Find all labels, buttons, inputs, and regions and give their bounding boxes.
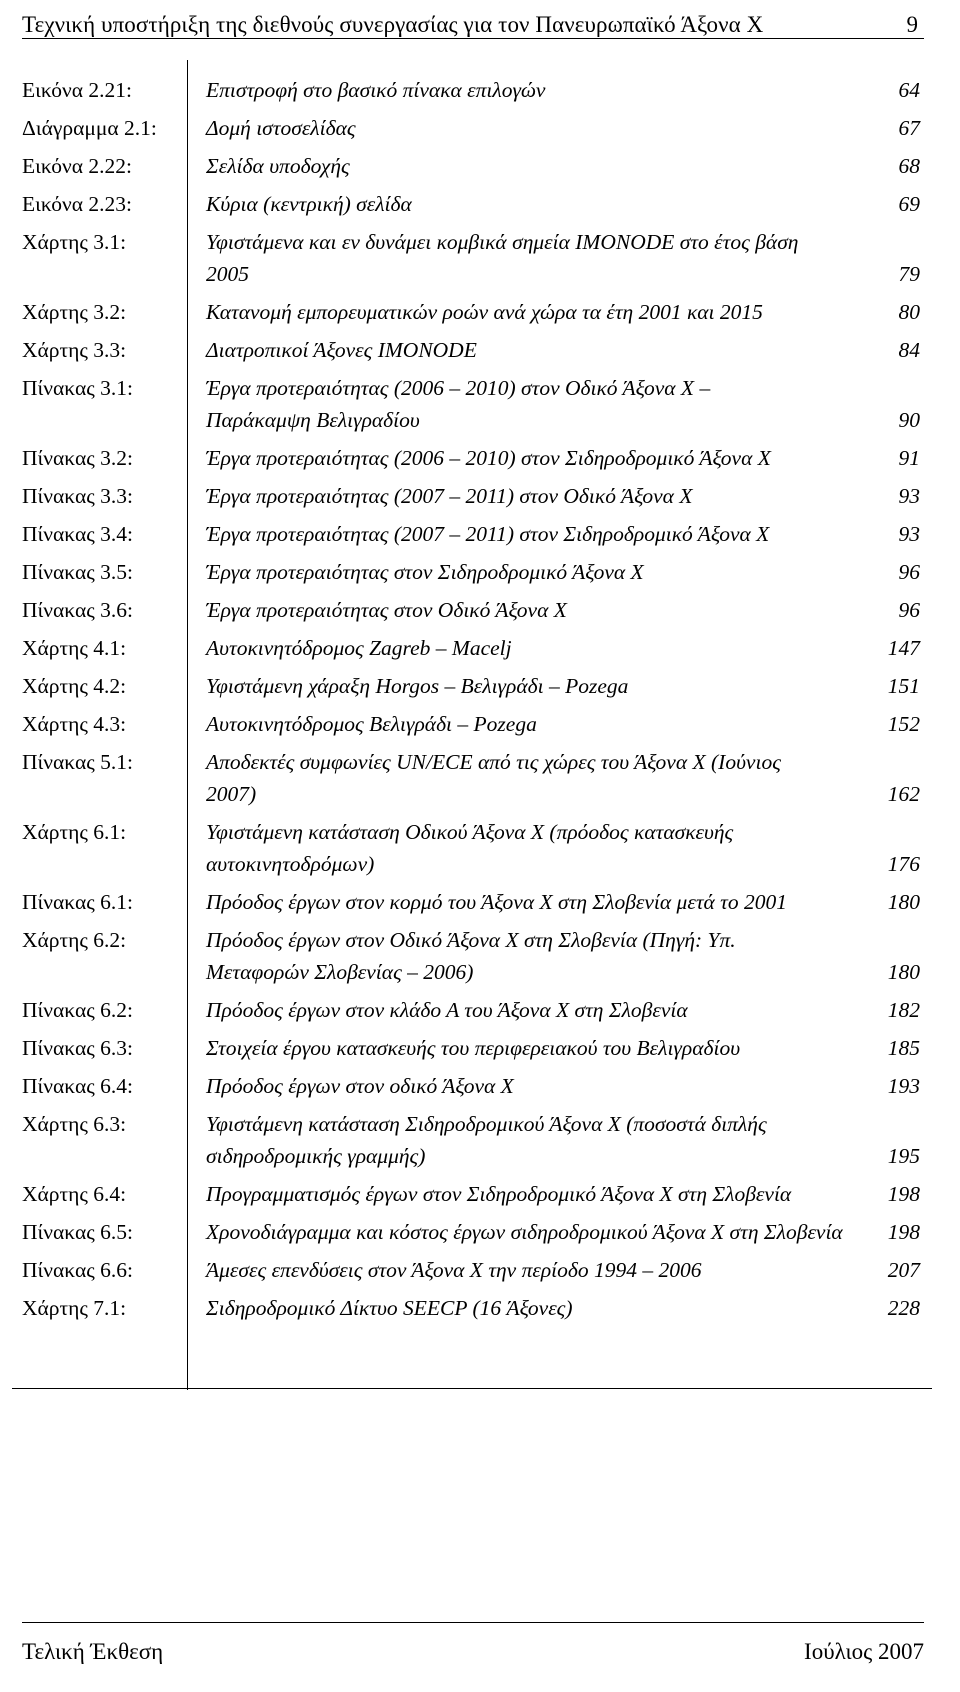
entry-description-line: 2005 [206, 262, 249, 286]
entry-page-number: 80 [898, 300, 920, 324]
entry-page-number: 93 [898, 522, 920, 546]
entry-page-number: 180 [887, 890, 920, 914]
entry-label: Πίνακας 6.2: [22, 998, 133, 1022]
entry-description [202, 924, 856, 988]
entry-description [202, 816, 856, 880]
entry-page-number: 90 [898, 408, 920, 432]
entry-description-line: Κύρια (κεντρική) σελίδα [206, 192, 412, 216]
list-item[interactable] [22, 886, 922, 918]
entry-page-number: 162 [887, 782, 920, 806]
page-footer [22, 1622, 924, 1665]
list-item[interactable] [22, 708, 922, 740]
list-item[interactable] [22, 518, 922, 550]
list-item[interactable] [22, 1254, 922, 1286]
entry-description [202, 226, 856, 290]
entry-label: Χάρτης 7.1: [22, 1296, 127, 1320]
entry-description-line: Χρονοδιάγραμμα και κόστος έργων σιδηροδρομικού Άξονα Χ στη Σλοβενία [206, 1220, 843, 1244]
entry-label: Πίνακας 6.4: [22, 1074, 133, 1098]
entry-description [202, 112, 856, 144]
entry-description-line: Αυτοκινητόδρομος Zagreb – Macelj [206, 636, 512, 660]
entry-page-number: 151 [887, 674, 920, 698]
entry-page-number: 180 [887, 960, 920, 984]
entry-description-line: Σελίδα υποδοχής [206, 154, 350, 178]
entry-description-line: 2007) [206, 782, 257, 806]
list-item[interactable] [22, 1178, 922, 1210]
entry-description [202, 150, 856, 182]
entry-description [202, 442, 856, 474]
entry-label: Χάρτης 3.3: [22, 338, 127, 362]
entry-description [202, 1108, 856, 1172]
entry-description-line: Έργα προτεραιότητας στον Σιδηροδρομικό Άξονα Χ [206, 560, 644, 584]
entry-label: Εικόνα 2.22: [22, 154, 132, 178]
entry-description-line: Μεταφορών Σλοβενίας – 2006) [206, 960, 474, 984]
entry-label: Πίνακας 5.1: [22, 750, 133, 774]
entry-label: Εικόνα 2.21: [22, 78, 132, 102]
entry-description [202, 886, 856, 918]
entry-page-number: 207 [887, 1258, 920, 1282]
entry-page-number: 152 [887, 712, 920, 736]
entry-page-number: 198 [887, 1220, 920, 1244]
entry-description-line: Υφιστάμενη χάραξη Horgos – Βελιγράδι – Pozega [206, 674, 629, 698]
list-item[interactable] [22, 632, 922, 664]
page-header [22, 4, 924, 39]
entry-label: Χάρτης 3.1: [22, 230, 127, 254]
list-item[interactable] [22, 746, 922, 810]
entry-page-number: 96 [898, 598, 920, 622]
entry-description [202, 1254, 856, 1286]
entry-description-line: Υφιστάμενη κατάσταση Οδικού Άξονα Χ (πρόοδος κατασκευής [206, 820, 734, 844]
entry-description [202, 188, 856, 220]
list-item[interactable] [22, 670, 922, 702]
list-item[interactable] [22, 1216, 922, 1248]
list-item[interactable] [22, 1292, 922, 1324]
entry-page-number: 93 [898, 484, 920, 508]
entry-page-number: 195 [887, 1144, 920, 1168]
entry-page-number: 79 [898, 262, 920, 286]
entry-description-line: Υφιστάμενη κατάσταση Σιδηροδρομικού Άξονα Χ (ποσοστά διπλής [206, 1112, 767, 1136]
list-item[interactable] [22, 188, 922, 220]
entry-label: Πίνακας 3.2: [22, 446, 133, 470]
entry-page-number: 228 [887, 1296, 920, 1320]
entry-description [202, 334, 856, 366]
list-item[interactable] [22, 1070, 922, 1102]
entry-label: Εικόνα 2.23: [22, 192, 132, 216]
entry-description-line: Σιδηροδρομικό Δίκτυο SEECP (16 Άξονες) [206, 1296, 573, 1320]
list-item[interactable] [22, 74, 922, 106]
entry-page-number: 67 [898, 116, 920, 140]
entry-label: Χάρτης 3.2: [22, 300, 127, 324]
entry-page-number: 96 [898, 560, 920, 584]
header-title: Τεχνική υποστήριξη της διεθνούς συνεργασίας για τον Πανευρωπαϊκό Άξονα Χ [22, 12, 764, 37]
entry-label: Πίνακας 6.6: [22, 1258, 133, 1282]
entry-description-line: Στοιχεία έργου κατασκευής του περιφερειακού του Βελιγραδίου [206, 1036, 741, 1060]
entry-description-line: Δομή ιστοσελίδας [206, 116, 356, 140]
entry-page-number: 182 [887, 998, 920, 1022]
entry-page-number: 198 [887, 1182, 920, 1206]
list-item[interactable] [22, 1108, 922, 1172]
entry-label: Πίνακας 6.1: [22, 890, 133, 914]
entry-description [202, 1216, 856, 1248]
entry-description-line: Επιστροφή στο βασικό πίνακα επιλογών [206, 78, 546, 102]
entry-page-number: 69 [898, 192, 920, 216]
entry-label: Χάρτης 4.3: [22, 712, 127, 736]
entry-label: Χάρτης 4.1: [22, 636, 127, 660]
entry-label: Διάγραμμα 2.1: [22, 116, 157, 140]
entry-description [202, 296, 856, 328]
entry-description [202, 556, 856, 588]
list-item[interactable] [22, 372, 922, 436]
entry-page-number: 84 [898, 338, 920, 362]
list-item[interactable] [22, 226, 922, 290]
entry-description [202, 1070, 856, 1102]
entry-description-line: Έργα προτεραιότητας (2007 – 2011) στον Σιδηροδρομικό Άξονα Χ [206, 522, 770, 546]
entry-label: Πίνακας 3.5: [22, 560, 133, 584]
entry-label: Πίνακας 6.3: [22, 1036, 133, 1060]
entry-description-line: Άμεσες επενδύσεις στον Άξονα Χ την περίοδο 1994 – 2006 [206, 1258, 702, 1282]
entry-description [202, 480, 856, 512]
entry-description-line: Έργα προτεραιότητας στον Οδικό Άξονα Χ [206, 598, 567, 622]
entry-page-number: 176 [887, 852, 920, 876]
entry-label: Πίνακας 3.6: [22, 598, 133, 622]
entry-label: Χάρτης 6.3: [22, 1112, 127, 1136]
list-item[interactable] [22, 296, 922, 328]
entry-description-line: Πρόοδος έργων στον κορμό του Άξονα Χ στη Σλοβενία μετά το 2001 [206, 890, 787, 914]
entry-description-line: σιδηροδρομικής γραμμής) [206, 1144, 426, 1168]
entry-page-number: 185 [887, 1036, 920, 1060]
entry-label: Πίνακας 3.4: [22, 522, 133, 546]
entry-description [202, 372, 856, 436]
list-item[interactable] [22, 112, 922, 144]
list-item[interactable] [22, 1032, 922, 1064]
entry-description-line: Πρόοδος έργων στον οδικό Άξονα Χ [206, 1074, 514, 1098]
list-item[interactable] [22, 994, 922, 1026]
entry-label: Πίνακας 3.3: [22, 484, 133, 508]
entry-description-line: Κατανομή εμπορευματικών ροών ανά χώρα τα έτη 2001 και 2015 [206, 300, 763, 324]
entry-page-number: 147 [887, 636, 920, 660]
entry-description [202, 632, 856, 664]
entry-description-line: Πρόοδος έργων στον κλάδο Α του Άξονα Χ στη Σλοβενία [206, 998, 688, 1022]
entry-description [202, 1032, 856, 1064]
entry-description [202, 1292, 856, 1324]
entry-description [202, 518, 856, 550]
footer-left-text: Τελική Έκθεση [22, 1639, 164, 1664]
entry-page-number: 193 [887, 1074, 920, 1098]
entry-description [202, 708, 856, 740]
list-item[interactable] [22, 816, 922, 880]
entry-description [202, 74, 856, 106]
entry-page-number: 91 [898, 446, 920, 470]
entry-description [202, 594, 856, 626]
entry-description [202, 1178, 856, 1210]
list-end-rule [12, 1388, 932, 1389]
entry-label: Πίνακας 6.5: [22, 1220, 133, 1244]
entry-label: Χάρτης 6.2: [22, 928, 127, 952]
list-item[interactable] [22, 150, 922, 182]
list-item[interactable] [22, 334, 922, 366]
entry-description-line: Έργα προτεραιότητας (2006 – 2010) στον Σιδηροδρομικό Άξονα Χ [206, 446, 771, 470]
entry-description [202, 746, 856, 810]
entry-page-number: 68 [898, 154, 920, 178]
entry-description-line: Προγραμματισμός έργων στον Σιδηροδρομικό Άξονα Χ στη Σλοβενία [206, 1182, 792, 1206]
entry-description-line: Υφιστάμενα και εν δυνάμει κομβικά σημεία IMONODE στο έτος βάση [206, 230, 799, 254]
list-of-figures [22, 74, 922, 1330]
entry-description [202, 670, 856, 702]
entry-description-line: Πρόοδος έργων στον Οδικό Άξονα Χ στη Σλοβενία (Πηγή: Υπ. [206, 928, 736, 952]
entry-description-line: Έργα προτεραιότητας (2006 – 2010) στον Οδικό Άξονα Χ – [206, 376, 711, 400]
entry-label: Πίνακας 3.1: [22, 376, 133, 400]
entry-description-line: Αποδεκτές συμφωνίες UN/ECE από τις χώρες του Άξονα Χ (Ιούνιος [206, 750, 781, 774]
entry-description-line: αυτοκινητοδρόμων) [206, 852, 375, 876]
entry-description-line: Έργα προτεραιότητας (2007 – 2011) στον Οδικό Άξονα Χ [206, 484, 693, 508]
list-item[interactable] [22, 594, 922, 626]
list-item[interactable] [22, 480, 922, 512]
footer-right-text: Ιούλιος 2007 [804, 1639, 924, 1664]
list-item[interactable] [22, 442, 922, 474]
entry-description [202, 994, 856, 1026]
entry-description-line: Διατροπικοί Άξονες IMONODE [206, 338, 477, 362]
entry-label: Χάρτης 4.2: [22, 674, 127, 698]
entry-label: Χάρτης 6.1: [22, 820, 127, 844]
list-item[interactable] [22, 924, 922, 988]
entry-page-number: 64 [898, 78, 920, 102]
header-page-number: 9 [906, 12, 918, 37]
entry-label: Χάρτης 6.4: [22, 1182, 127, 1206]
list-item[interactable] [22, 556, 922, 588]
entry-description-line: Παράκαμψη Βελιγραδίου [206, 408, 420, 432]
entry-description-line: Αυτοκινητόδρομος Βελιγράδι – Pozega [206, 712, 537, 736]
